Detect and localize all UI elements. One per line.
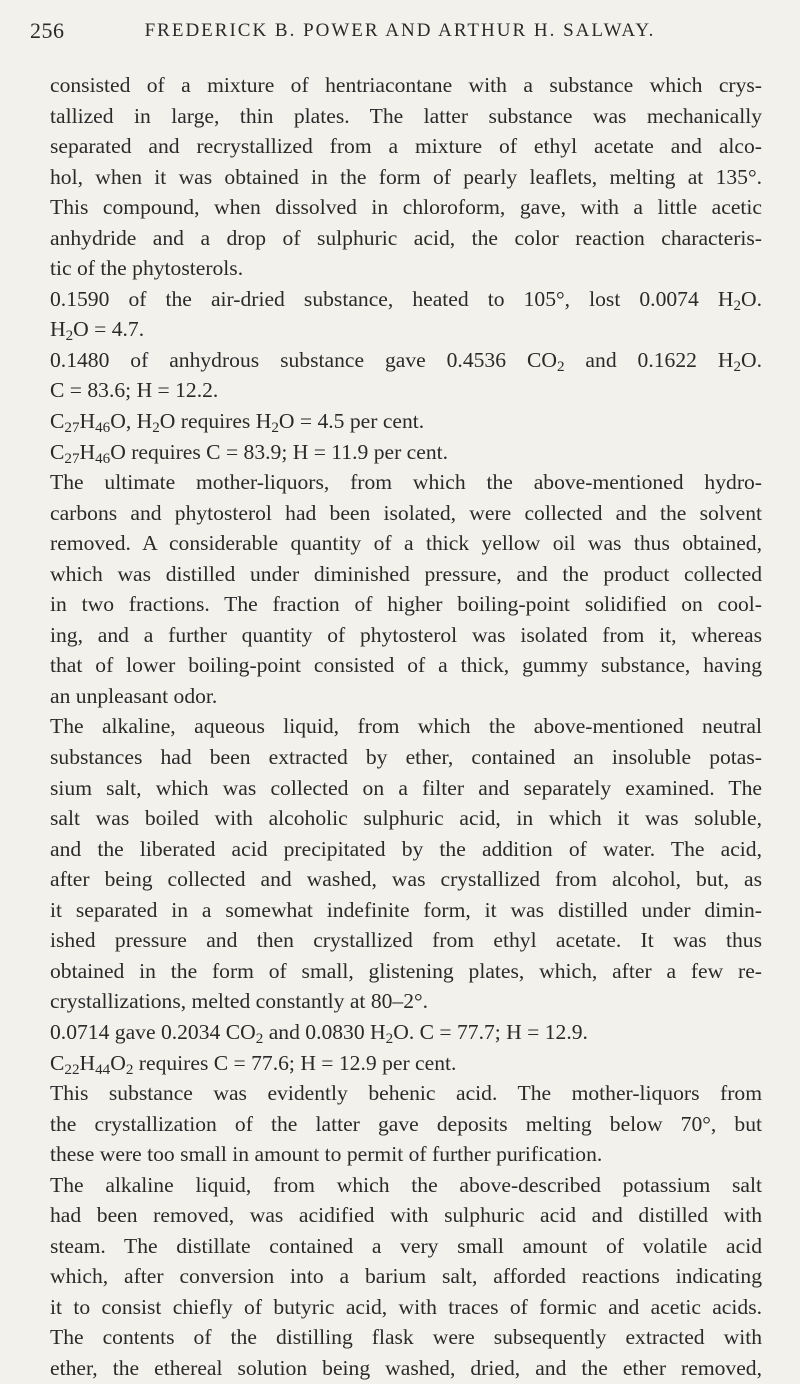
text-line: [50, 986, 762, 1017]
text-line: [50, 1261, 762, 1292]
text-line: [50, 1292, 762, 1323]
text-run: C: [50, 439, 65, 464]
text-line: [50, 406, 762, 437]
text-line: [50, 559, 762, 590]
text-run: The ultimate mother-liquors, from which the above-mentioned hydro-: [50, 470, 762, 495]
text-run: H: [79, 409, 96, 434]
text-run: an unpleasant odor.: [50, 683, 218, 708]
subscript: 46: [95, 419, 111, 436]
text-line: [50, 1048, 762, 1079]
text-line: [50, 834, 762, 865]
text-run: consisted of a mixture of hentriacontane with a substance which crys-: [50, 73, 762, 97]
text-run: ing, and a further quantity of phytosterol was isolated from it, whereas: [50, 622, 762, 647]
text-line: [50, 345, 762, 376]
text-line: [50, 1231, 762, 1262]
text-run: ether, the ethereal solution being washed, dried, and the ether removed,: [50, 1355, 762, 1380]
text-run: 0.1480 of anhydrous substance gave 0.4536 CO: [50, 347, 557, 372]
text-line: [50, 314, 762, 345]
text-line: [50, 925, 762, 956]
text-run: and 0.1622 H: [564, 347, 734, 372]
body-text: [50, 70, 762, 1384]
text-line: [50, 589, 762, 620]
text-run: O: [110, 1050, 126, 1075]
text-run: O.: [741, 286, 762, 311]
subscript: 44: [95, 1061, 111, 1078]
text-line: [50, 375, 762, 406]
text-run: and 0.0830 H: [263, 1019, 386, 1044]
text-run: The contents of the distilling flask were subsequently extracted with: [50, 1325, 762, 1350]
text-run: tallized in large, thin plates. The latter substance was mechanically: [50, 103, 762, 128]
text-run: requires C = 77.6; H = 12.9 per cent.: [133, 1050, 457, 1075]
text-run: it separated in a somewhat indefinite form, it was distilled under dimin-: [50, 897, 762, 922]
text-run: C: [50, 1050, 65, 1075]
text-run: these were too small in amount to permit of further purification.: [50, 1142, 603, 1167]
subscript: 22: [64, 1061, 80, 1078]
subscript: 2: [152, 419, 160, 436]
text-run: hol, when it was obtained in the form of pearly leaflets, melting at 135°.: [50, 164, 762, 189]
text-line: [50, 528, 762, 559]
text-run: C = 83.6; H = 12.2.: [50, 378, 219, 403]
text-run: O. C = 77.7; H = 12.9.: [393, 1019, 588, 1044]
text-run: H: [50, 317, 66, 342]
text-run: that of lower boiling-point consisted of a thick, gummy substance, having: [50, 653, 762, 678]
text-run: the crystallization of the latter gave deposits melting below 70°, but: [50, 1111, 762, 1136]
text-line: [50, 620, 762, 651]
text-line: [50, 437, 762, 468]
text-run: O.: [741, 347, 762, 372]
text-line: [50, 803, 762, 834]
text-run: in two fractions. The fraction of higher boiling-point solidified on cool-: [50, 592, 762, 617]
subscript: 2: [385, 1030, 394, 1047]
text-run: O requires H: [159, 409, 272, 434]
text-line: [50, 70, 762, 101]
text-run: This compound, when dissolved in chloroform, gave, with a little acetic: [50, 195, 762, 220]
text-line: [50, 253, 762, 284]
subscript: 2: [271, 419, 279, 436]
text-run: C: [50, 409, 65, 434]
page-number: 256: [30, 18, 65, 43]
text-run: which was distilled under diminished pressure, and the product collected: [50, 561, 762, 586]
text-line: [50, 895, 762, 926]
subscript: 2: [65, 328, 74, 345]
text-line: [50, 650, 762, 681]
text-line: [50, 284, 762, 315]
text-run: O = 4.5 per cent.: [278, 409, 425, 434]
text-run: This substance was evidently behenic acid. The mother-liquors from: [50, 1081, 762, 1106]
text-line: [50, 1078, 762, 1109]
text-line: [50, 1017, 762, 1048]
subscript: 46: [95, 450, 111, 467]
text-line: [50, 192, 762, 223]
text-run: had been removed, was acidified with sulphuric acid and distilled with: [50, 1203, 762, 1228]
text-run: obtained in the form of small, glistening plates, which, after a few re-: [50, 958, 762, 983]
text-run: and the liberated acid precipitated by the addition of water. The acid,: [50, 836, 762, 861]
text-run: crystallizations, melted constantly at 80–2°.: [50, 989, 429, 1014]
text-run: removed. A considerable quantity of a thick yellow oil was thus obtained,: [50, 531, 762, 556]
text-line: [50, 1109, 762, 1140]
text-run: O requires C = 83.9; H = 11.9 per cent.: [110, 439, 449, 464]
text-run: salt was boiled with alcoholic sulphuric acid, in which it was soluble,: [50, 806, 762, 831]
text-run: after being collected and washed, was crystallized from alcohol, but, as: [50, 867, 762, 892]
text-run: H: [79, 439, 96, 464]
text-line: [50, 162, 762, 193]
subscript: 2: [556, 358, 565, 375]
text-run: steam. The distillate contained a very small amount of volatile acid: [50, 1233, 762, 1258]
page-header: [30, 14, 770, 48]
text-run: separated and recrystallized from a mixture of ethyl acetate and alco-: [50, 134, 762, 159]
text-run: O, H: [110, 409, 153, 434]
subscript: 27: [64, 419, 80, 436]
text-run: ished pressure and then crystallized from ethyl acetate. It was thus: [50, 928, 762, 953]
text-run: it to consist chiefly of butyric acid, with traces of formic and acetic acids.: [50, 1294, 762, 1319]
subscript: 2: [255, 1030, 264, 1047]
subscript: 27: [64, 450, 80, 467]
text-run: sium salt, which was collected on a filter and separately examined. The: [50, 775, 762, 800]
text-run: which, after conversion into a barium salt, afforded reactions indicating: [50, 1264, 762, 1289]
text-line: [50, 498, 762, 529]
text-run: carbons and phytosterol had been isolated, were collected and the solvent: [50, 500, 762, 525]
text-run: 0.0714 gave 0.2034 CO: [50, 1019, 256, 1044]
text-run: H: [79, 1050, 96, 1075]
text-line: [50, 864, 762, 895]
text-line: [50, 773, 762, 804]
text-line: [50, 1200, 762, 1231]
subscript: 2: [125, 1061, 134, 1078]
text-line: [50, 1322, 762, 1353]
running-head: FREDERICK B. POWER AND ARTHUR H. SALWAY.: [144, 20, 656, 41]
text-line: [50, 467, 762, 498]
text-run: 0.1590 of the air-dried substance, heated to 105°, lost 0.0074 H: [50, 286, 734, 311]
text-line: [50, 742, 762, 773]
subscript: 2: [733, 297, 741, 314]
text-line: [50, 1170, 762, 1201]
text-run: anhydride and a drop of sulphuric acid, the color reaction characteris-: [50, 225, 762, 250]
text-run: tic of the phytosterols.: [50, 256, 244, 281]
text-line: [50, 223, 762, 254]
text-line: [50, 956, 762, 987]
text-line: [50, 101, 762, 132]
subscript: 2: [733, 358, 741, 375]
text-line: [50, 1353, 762, 1384]
text-run: The alkaline, aqueous liquid, from which the above-mentioned neutral: [50, 714, 762, 739]
text-line: [50, 711, 762, 742]
text-run: The alkaline liquid, from which the above-described potassium salt: [50, 1172, 762, 1197]
text-line: [50, 681, 762, 712]
text-run: substances had been extracted by ether, contained an insoluble potas-: [50, 745, 762, 770]
text-line: [50, 1139, 762, 1170]
text-line: [50, 131, 762, 162]
text-run: O = 4.7.: [73, 317, 145, 342]
